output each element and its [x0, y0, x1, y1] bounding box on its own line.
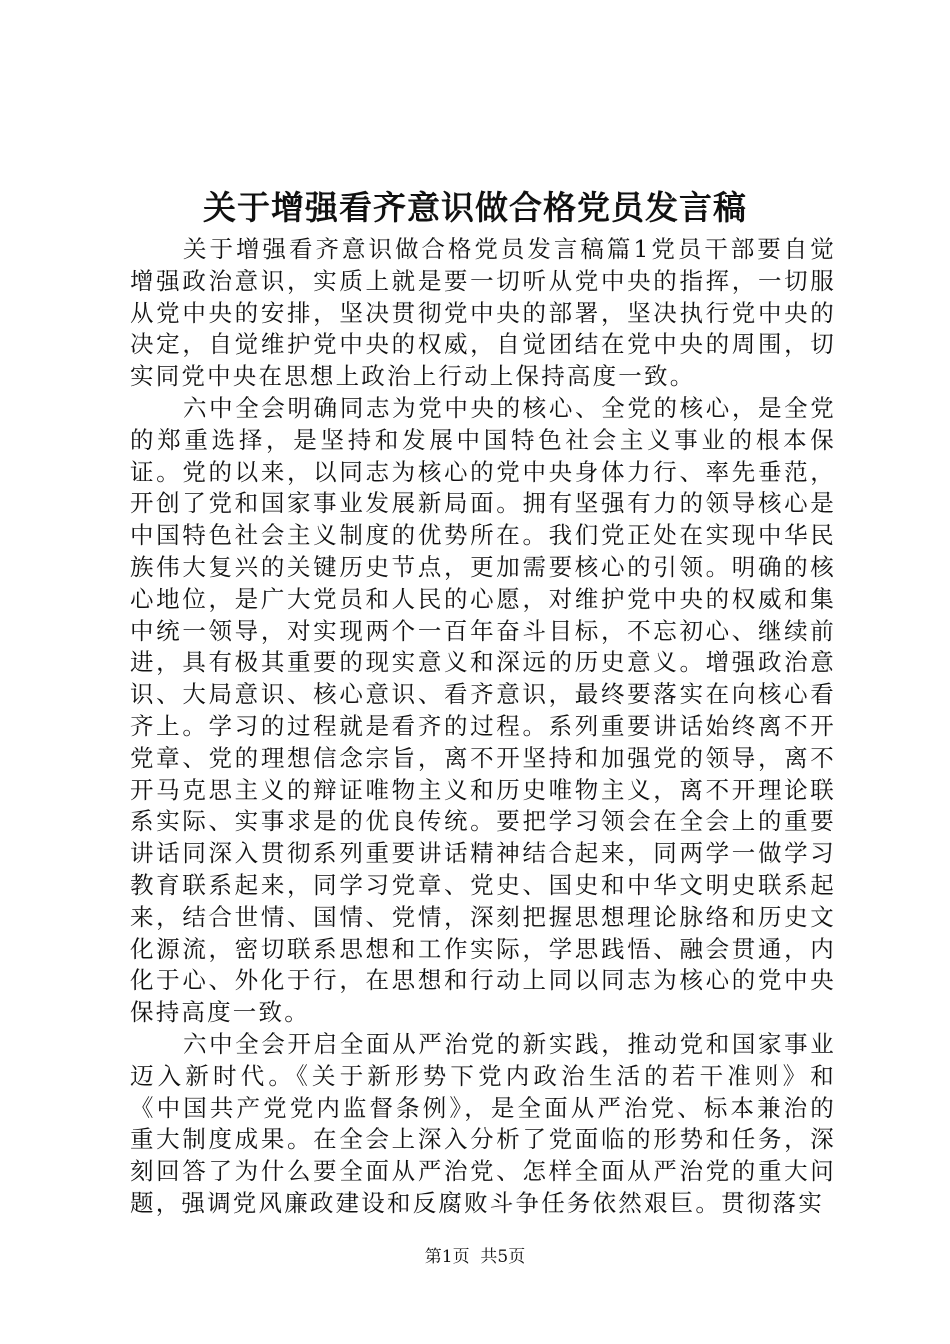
document-body — [130, 234, 836, 1220]
paragraph-3: 六中全会开启全面从严治党的新实践，推动党和国家事业迈入新时代。《关于新形势下党内政治生活的若干准则》和《中国共产党党内监督条例》，是全面从严治党、标本兼治的重大制度成果。在全会上深入分析了党面临的形势和任务，深刻回答了为什么要全面从严治党、怎样全面从严治党的重大问题，强调党风廉政建设和反腐败斗争任务依然艰巨。贯彻落实 — [130, 1029, 836, 1217]
page-footer — [0, 1245, 950, 1269]
page-total: 共5页 — [480, 1247, 526, 1267]
document-title: 关于增强看齐意识做合格党员发言稿 — [203, 188, 747, 227]
page-number: 第1页 — [424, 1247, 470, 1267]
paragraph-2: 六中全会明确同志为党中央的核心、全党的核心，是全党的郑重选择，是坚持和发展中国特色社会主义事业的根本保证。党的以来，以同志为核心的党中央身体力行、率先垂范，开创了党和国家事业发展新局面。拥有坚强有力的领导核心是中国特色社会主义制度的优势所在。我们党正处在实现中华民族伟大复兴的关键历史节点，更加需要核心的引领。明确的核心地位，是广大党员和人民的心愿，对维护党中央的权威和集中统一领导，对实现两个一百年奋斗目标，不忘初心、继续前进，具有极其重要的现实意义和深远的历史意义。增强政治意识、大局意识、核心意识、看齐意识，最终要落实在向核心看齐上。学习的过程就是看齐的过程。系列重要讲话始终离不开党章、党的理想信念宗旨，离不开坚持和加强党的领导，离不开马克思主义的辩证唯物主义和历史唯物主义，离不开理论联系实际、实事求是的优良传统。要把学习领会在全会上的重要讲话同深入贯彻系列重要讲话精神结合起来，同两学一做学习教育联系起来，同学习党章、党史、国史和中华文明史联系起来，结合世情、国情、党情，深刻把握思想理论脉络和历史文化源流，密切联系思想和工作实际，学思践悟、融会贯通，内化于心、外化于行，在思想和行动上同以同志为核心的党中央保持高度一致。 — [130, 393, 836, 1027]
paragraph-1: 关于增强看齐意识做合格党员发言稿篇1党员干部要自觉增强政治意识，实质上就是要一切听从党中央的指挥，一切服从党中央的安排，坚决贯彻党中央的部署，坚决执行党中央的决定，自觉维护党中央的权威，自觉团结在党中央的周围，切实同党中央在思想上政治上行动上保持高度一致。 — [130, 235, 836, 391]
